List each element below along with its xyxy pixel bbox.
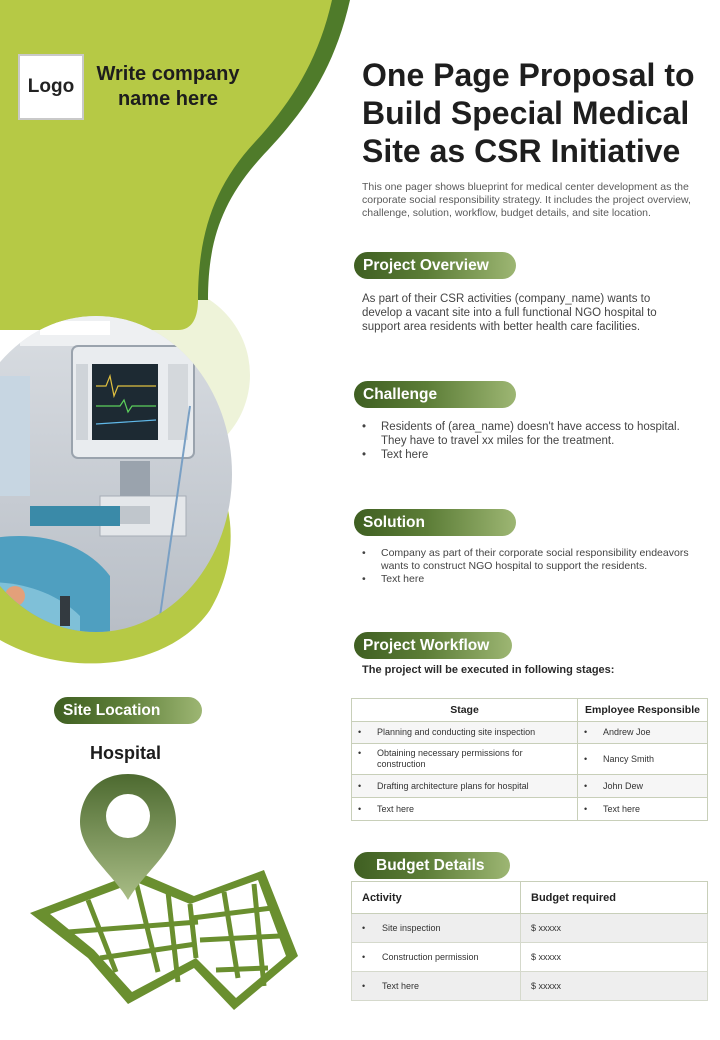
budget-cell: $ xxxxx [521,972,708,1001]
table-row [352,775,708,798]
stage-cell [352,744,578,775]
workflow-subheading: The project will be executed in following stages: [362,664,615,676]
table-row [352,943,708,972]
stage-cell [352,798,578,821]
activity-text: • Site inspection [362,923,520,933]
table-row [352,798,708,821]
column-header-stage: Stage [352,699,578,722]
table-header-row [352,882,708,914]
budget-cell: $ xxxxx [521,943,708,972]
budget-table [351,881,708,1001]
employee-cell [578,744,708,775]
table-header-row [352,699,708,722]
hospital-label: Hospital [90,743,162,763]
site-map [28,772,300,1014]
activity-cell [352,972,521,1001]
logo-placeholder: Logo [18,54,84,120]
list-item: • Text here [362,573,710,586]
stage-text: • Obtaining necessary permissions for construction [358,748,571,770]
solution-list [362,547,710,586]
employee-text: • Nancy Smith [584,754,701,765]
list-item: • Company as part of their corporate social responsibility endeavors wants to construct NGO hospital to support the residents. [362,547,710,573]
overview-text: As part of their CSR activities (company_name) wants to develop a vacant site into a full functional NGO hospital to support area residents with better health care facilities. [362,293,657,333]
table-row [352,914,708,943]
stage-cell [352,775,578,798]
solution-heading: Solution [354,509,516,536]
list-item: • Text here [362,448,692,462]
location-pin-icon [80,774,176,900]
site-location-heading: Site Location [54,697,202,724]
stage-text: • Text here [358,804,571,815]
stage-cell [352,722,578,744]
budget-cell: $ xxxxx [521,914,708,943]
challenge-list [362,420,692,462]
folded-map-icon [30,870,298,1010]
table-row [352,972,708,1001]
workflow-heading: Project Workflow [354,632,512,659]
employee-cell [578,775,708,798]
activity-cell [352,914,521,943]
table-row [352,722,708,744]
challenge-heading: Challenge [354,381,516,408]
employee-text: • Andrew Joe [584,727,701,738]
intro-text: This one pager shows blueprint for medical center development as the corporate social responsibility strategy. It includes the project overview, challenge, solution, workflow, budget details, and site location. [362,181,691,219]
workflow-table [351,698,708,821]
lime-green-panel [0,0,332,330]
activity-cell [352,943,521,972]
company-name: Write company name here [96,63,240,110]
column-header-employee: Employee Responsible [578,699,708,722]
stage-text: • Planning and conducting site inspection [358,727,571,738]
table-row [352,744,708,775]
column-header-budget: Budget required [521,882,708,914]
stage-text: • Drafting architecture plans for hospital [358,781,571,792]
employee-text: • Text here [584,804,701,815]
activity-text: • Construction permission [362,952,520,962]
budget-heading: Budget Details [354,852,510,879]
employee-cell [578,798,708,821]
activity-text: • Text here [362,981,520,991]
employee-text: • John Dew [584,781,701,792]
overview-heading: Project Overview [354,252,516,279]
column-header-activity: Activity [352,882,521,914]
list-item: • Residents of (area_name) doesn't have access to hospital. They have to travel xx miles for the treatment. [362,420,692,448]
page-title: One Page Proposal to Build Special Medical Site as CSR Initiative [362,57,695,169]
employee-cell [578,722,708,744]
